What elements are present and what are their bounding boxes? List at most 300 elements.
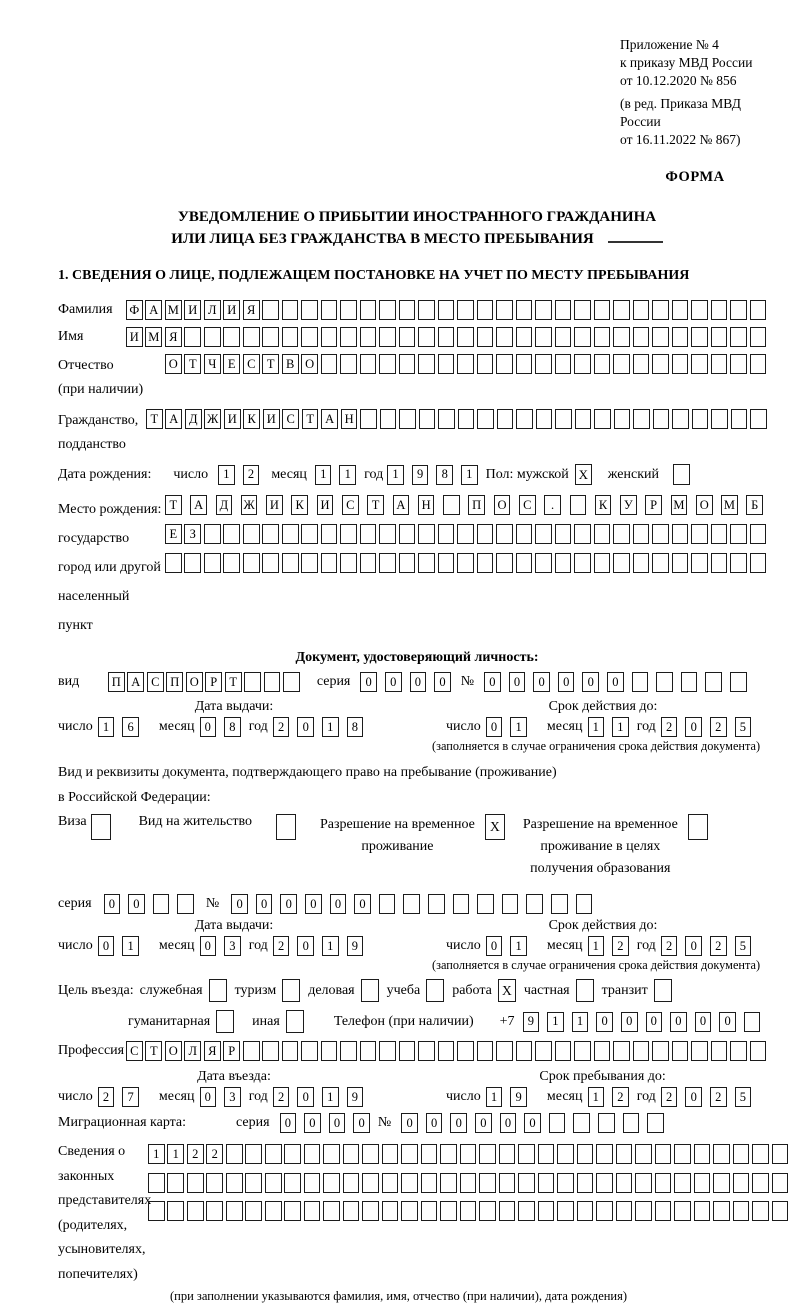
char-cell[interactable]: [713, 1201, 730, 1221]
char-cell[interactable]: 0: [297, 1087, 314, 1107]
char-cell[interactable]: И: [224, 409, 241, 429]
char-cell[interactable]: [574, 354, 591, 374]
char-cell[interactable]: [691, 1041, 708, 1061]
char-cell[interactable]: 7: [122, 1087, 139, 1107]
char-cell[interactable]: [226, 1173, 243, 1193]
char-cell[interactable]: Р: [223, 1041, 240, 1061]
char-cell[interactable]: [323, 1173, 340, 1193]
char-cell[interactable]: [535, 327, 552, 347]
char-cell[interactable]: [379, 354, 396, 374]
char-cell[interactable]: [343, 1173, 360, 1193]
char-cell[interactable]: [672, 300, 689, 320]
char-cell[interactable]: [204, 327, 221, 347]
char-cell[interactable]: [460, 1144, 477, 1164]
char-cell[interactable]: 0: [353, 1113, 370, 1133]
char-cell[interactable]: [633, 409, 650, 429]
char-cell[interactable]: 0: [486, 717, 503, 737]
char-cell[interactable]: [694, 1173, 711, 1193]
char-cell[interactable]: [243, 524, 260, 544]
char-cell[interactable]: [245, 1144, 262, 1164]
char-cell[interactable]: [674, 1201, 691, 1221]
char-cell[interactable]: [204, 553, 221, 573]
char-cell[interactable]: 2: [661, 1087, 678, 1107]
char-cell[interactable]: [656, 672, 673, 692]
sex-male-checkbox[interactable]: X: [575, 464, 592, 485]
char-cell[interactable]: О: [696, 495, 713, 515]
char-cell[interactable]: [691, 327, 708, 347]
char-cell[interactable]: [750, 1041, 767, 1061]
char-cell[interactable]: [262, 327, 279, 347]
char-cell[interactable]: [733, 1144, 750, 1164]
char-cell[interactable]: [752, 1144, 769, 1164]
char-cell[interactable]: [705, 672, 722, 692]
char-cell[interactable]: [245, 1173, 262, 1193]
char-cell[interactable]: [516, 327, 533, 347]
char-cell[interactable]: 0: [128, 894, 145, 914]
char-cell[interactable]: [457, 300, 474, 320]
char-cell[interactable]: 1: [588, 717, 605, 737]
char-cell[interactable]: [594, 1041, 611, 1061]
char-cell[interactable]: [243, 327, 260, 347]
char-cell[interactable]: [284, 1201, 301, 1221]
char-cell[interactable]: [555, 327, 572, 347]
char-cell[interactable]: [418, 327, 435, 347]
char-cell[interactable]: 0: [360, 672, 377, 692]
char-cell[interactable]: [223, 524, 240, 544]
char-cell[interactable]: 0: [98, 936, 115, 956]
char-cell[interactable]: [453, 894, 470, 914]
char-cell[interactable]: Д: [216, 495, 233, 515]
char-cell[interactable]: [438, 553, 455, 573]
char-cell[interactable]: 1: [322, 936, 339, 956]
char-cell[interactable]: [457, 327, 474, 347]
char-cell[interactable]: 2: [273, 936, 290, 956]
char-cell[interactable]: [730, 354, 747, 374]
char-cell[interactable]: [633, 1041, 650, 1061]
char-cell[interactable]: [596, 1201, 613, 1221]
char-cell[interactable]: 0: [607, 672, 624, 692]
char-cell[interactable]: 2: [273, 1087, 290, 1107]
char-cell[interactable]: [730, 672, 747, 692]
purpose-checkbox[interactable]: [282, 979, 300, 1002]
char-cell[interactable]: [499, 1144, 516, 1164]
char-cell[interactable]: 2: [710, 936, 727, 956]
char-cell[interactable]: [594, 300, 611, 320]
char-cell[interactable]: [438, 524, 455, 544]
char-cell[interactable]: [360, 300, 377, 320]
char-cell[interactable]: [613, 1041, 630, 1061]
char-cell[interactable]: [401, 1201, 418, 1221]
char-cell[interactable]: [244, 672, 261, 692]
char-cell[interactable]: Т: [145, 1041, 162, 1061]
char-cell[interactable]: [321, 553, 338, 573]
char-cell[interactable]: 8: [347, 717, 364, 737]
char-cell[interactable]: [457, 1041, 474, 1061]
char-cell[interactable]: [479, 1144, 496, 1164]
char-cell[interactable]: 0: [104, 894, 121, 914]
char-cell[interactable]: 0: [330, 894, 347, 914]
char-cell[interactable]: [681, 672, 698, 692]
char-cell[interactable]: П: [108, 672, 125, 692]
char-cell[interactable]: [457, 553, 474, 573]
char-cell[interactable]: 0: [621, 1012, 638, 1032]
char-cell[interactable]: Е: [165, 524, 182, 544]
char-cell[interactable]: [730, 1041, 747, 1061]
char-cell[interactable]: 1: [588, 936, 605, 956]
char-cell[interactable]: Л: [184, 1041, 201, 1061]
char-cell[interactable]: [496, 300, 513, 320]
char-cell[interactable]: 0: [558, 672, 575, 692]
char-cell[interactable]: [262, 300, 279, 320]
char-cell[interactable]: [632, 672, 649, 692]
char-cell[interactable]: [672, 354, 689, 374]
char-cell[interactable]: 2: [273, 717, 290, 737]
char-cell[interactable]: 8: [224, 717, 241, 737]
char-cell[interactable]: [535, 553, 552, 573]
char-cell[interactable]: [379, 1041, 396, 1061]
char-cell[interactable]: 1: [167, 1144, 184, 1164]
char-cell[interactable]: [674, 1144, 691, 1164]
char-cell[interactable]: [711, 524, 728, 544]
char-cell[interactable]: [382, 1144, 399, 1164]
char-cell[interactable]: С: [126, 1041, 143, 1061]
char-cell[interactable]: [713, 1173, 730, 1193]
char-cell[interactable]: [418, 1041, 435, 1061]
char-cell[interactable]: [730, 553, 747, 573]
char-cell[interactable]: И: [184, 300, 201, 320]
char-cell[interactable]: [574, 327, 591, 347]
char-cell[interactable]: [184, 327, 201, 347]
char-cell[interactable]: [379, 553, 396, 573]
purpose-checkbox[interactable]: X: [498, 979, 516, 1002]
char-cell[interactable]: [438, 327, 455, 347]
char-cell[interactable]: [613, 327, 630, 347]
char-cell[interactable]: [594, 327, 611, 347]
char-cell[interactable]: [282, 553, 299, 573]
char-cell[interactable]: [573, 1113, 590, 1133]
char-cell[interactable]: [633, 354, 650, 374]
char-cell[interactable]: [177, 894, 194, 914]
char-cell[interactable]: О: [186, 672, 203, 692]
char-cell[interactable]: 2: [661, 936, 678, 956]
char-cell[interactable]: [516, 1041, 533, 1061]
char-cell[interactable]: 1: [98, 717, 115, 737]
char-cell[interactable]: 0: [450, 1113, 467, 1133]
char-cell[interactable]: А: [190, 495, 207, 515]
char-cell[interactable]: 0: [305, 894, 322, 914]
char-cell[interactable]: [516, 354, 533, 374]
char-cell[interactable]: [496, 1041, 513, 1061]
char-cell[interactable]: 0: [434, 672, 451, 692]
char-cell[interactable]: 0: [304, 1113, 321, 1133]
char-cell[interactable]: 0: [297, 936, 314, 956]
char-cell[interactable]: [616, 1173, 633, 1193]
char-cell[interactable]: [731, 409, 748, 429]
purpose-checkbox[interactable]: [216, 1010, 234, 1033]
char-cell[interactable]: [694, 1144, 711, 1164]
char-cell[interactable]: [223, 327, 240, 347]
char-cell[interactable]: Т: [262, 354, 279, 374]
char-cell[interactable]: И: [223, 300, 240, 320]
char-cell[interactable]: 0: [582, 672, 599, 692]
char-cell[interactable]: [362, 1173, 379, 1193]
char-cell[interactable]: [538, 1144, 555, 1164]
char-cell[interactable]: [204, 524, 221, 544]
char-cell[interactable]: [340, 553, 357, 573]
char-cell[interactable]: [477, 354, 494, 374]
char-cell[interactable]: 0: [280, 894, 297, 914]
char-cell[interactable]: [733, 1173, 750, 1193]
char-cell[interactable]: [379, 327, 396, 347]
char-cell[interactable]: [730, 327, 747, 347]
char-cell[interactable]: Б: [746, 495, 763, 515]
char-cell[interactable]: [148, 1173, 165, 1193]
char-cell[interactable]: Л: [204, 300, 221, 320]
char-cell[interactable]: 0: [426, 1113, 443, 1133]
char-cell[interactable]: [399, 409, 416, 429]
char-cell[interactable]: [551, 894, 568, 914]
char-cell[interactable]: [304, 1144, 321, 1164]
char-cell[interactable]: [165, 553, 182, 573]
char-cell[interactable]: [674, 1173, 691, 1193]
char-cell[interactable]: [672, 1041, 689, 1061]
char-cell[interactable]: [555, 553, 572, 573]
char-cell[interactable]: 0: [500, 1113, 517, 1133]
char-cell[interactable]: [460, 1173, 477, 1193]
char-cell[interactable]: [401, 1173, 418, 1193]
char-cell[interactable]: [750, 409, 767, 429]
char-cell[interactable]: О: [301, 354, 318, 374]
char-cell[interactable]: М: [165, 300, 182, 320]
char-cell[interactable]: Т: [302, 409, 319, 429]
char-cell[interactable]: [577, 1173, 594, 1193]
char-cell[interactable]: 1: [486, 1087, 503, 1107]
char-cell[interactable]: 0: [685, 1087, 702, 1107]
sex-female-checkbox[interactable]: [673, 464, 690, 485]
char-cell[interactable]: О: [165, 354, 182, 374]
char-cell[interactable]: 0: [200, 936, 217, 956]
char-cell[interactable]: [304, 1201, 321, 1221]
char-cell[interactable]: [477, 409, 494, 429]
char-cell[interactable]: [167, 1201, 184, 1221]
char-cell[interactable]: [635, 1144, 652, 1164]
char-cell[interactable]: 1: [122, 936, 139, 956]
char-cell[interactable]: [744, 1012, 761, 1032]
char-cell[interactable]: [243, 553, 260, 573]
char-cell[interactable]: [616, 1201, 633, 1221]
char-cell[interactable]: [477, 300, 494, 320]
char-cell[interactable]: [438, 1041, 455, 1061]
char-cell[interactable]: [360, 327, 377, 347]
char-cell[interactable]: [750, 300, 767, 320]
char-cell[interactable]: [594, 524, 611, 544]
char-cell[interactable]: [711, 300, 728, 320]
char-cell[interactable]: 0: [685, 936, 702, 956]
char-cell[interactable]: 0: [486, 936, 503, 956]
char-cell[interactable]: [672, 327, 689, 347]
char-cell[interactable]: 2: [710, 717, 727, 737]
char-cell[interactable]: 0: [256, 894, 273, 914]
char-cell[interactable]: [614, 409, 631, 429]
char-cell[interactable]: [382, 1173, 399, 1193]
char-cell[interactable]: [223, 553, 240, 573]
char-cell[interactable]: 1: [322, 1087, 339, 1107]
char-cell[interactable]: [438, 300, 455, 320]
char-cell[interactable]: 9: [347, 1087, 364, 1107]
char-cell[interactable]: [691, 300, 708, 320]
char-cell[interactable]: [613, 354, 630, 374]
char-cell[interactable]: [535, 354, 552, 374]
char-cell[interactable]: [321, 300, 338, 320]
char-cell[interactable]: 2: [661, 717, 678, 737]
char-cell[interactable]: [555, 1041, 572, 1061]
char-cell[interactable]: [711, 553, 728, 573]
char-cell[interactable]: [379, 524, 396, 544]
char-cell[interactable]: [691, 524, 708, 544]
char-cell[interactable]: [574, 300, 591, 320]
char-cell[interactable]: [438, 354, 455, 374]
char-cell[interactable]: А: [393, 495, 410, 515]
char-cell[interactable]: [187, 1201, 204, 1221]
char-cell[interactable]: [226, 1201, 243, 1221]
char-cell[interactable]: [652, 300, 669, 320]
char-cell[interactable]: 1: [572, 1012, 589, 1032]
char-cell[interactable]: Д: [185, 409, 202, 429]
char-cell[interactable]: С: [519, 495, 536, 515]
char-cell[interactable]: Т: [184, 354, 201, 374]
char-cell[interactable]: [692, 409, 709, 429]
char-cell[interactable]: 1: [148, 1144, 165, 1164]
char-cell[interactable]: И: [263, 409, 280, 429]
char-cell[interactable]: [262, 524, 279, 544]
char-cell[interactable]: 1: [322, 717, 339, 737]
char-cell[interactable]: 0: [200, 1087, 217, 1107]
char-cell[interactable]: [538, 1173, 555, 1193]
char-cell[interactable]: [418, 553, 435, 573]
char-cell[interactable]: [536, 409, 553, 429]
char-cell[interactable]: Ж: [241, 495, 258, 515]
char-cell[interactable]: [652, 553, 669, 573]
char-cell[interactable]: [653, 409, 670, 429]
char-cell[interactable]: [243, 1041, 260, 1061]
char-cell[interactable]: [647, 1113, 664, 1133]
char-cell[interactable]: [555, 524, 572, 544]
char-cell[interactable]: 1: [588, 1087, 605, 1107]
char-cell[interactable]: [691, 553, 708, 573]
char-cell[interactable]: 0: [524, 1113, 541, 1133]
char-cell[interactable]: [596, 1173, 613, 1193]
char-cell[interactable]: А: [127, 672, 144, 692]
char-cell[interactable]: [574, 1041, 591, 1061]
char-cell[interactable]: [516, 553, 533, 573]
char-cell[interactable]: [421, 1144, 438, 1164]
char-cell[interactable]: [750, 327, 767, 347]
char-cell[interactable]: [691, 354, 708, 374]
char-cell[interactable]: 0: [231, 894, 248, 914]
char-cell[interactable]: [613, 524, 630, 544]
char-cell[interactable]: А: [321, 409, 338, 429]
char-cell[interactable]: [340, 524, 357, 544]
char-cell[interactable]: [264, 672, 281, 692]
char-cell[interactable]: 0: [200, 717, 217, 737]
char-cell[interactable]: [301, 524, 318, 544]
char-cell[interactable]: [594, 354, 611, 374]
char-cell[interactable]: [477, 1041, 494, 1061]
char-cell[interactable]: [340, 354, 357, 374]
char-cell[interactable]: [362, 1144, 379, 1164]
char-cell[interactable]: [694, 1201, 711, 1221]
char-cell[interactable]: [245, 1201, 262, 1221]
char-cell[interactable]: [419, 409, 436, 429]
char-cell[interactable]: [633, 553, 650, 573]
char-cell[interactable]: 1: [547, 1012, 564, 1032]
char-cell[interactable]: [457, 354, 474, 374]
char-cell[interactable]: Я: [165, 327, 182, 347]
char-cell[interactable]: 2: [243, 465, 260, 485]
char-cell[interactable]: [226, 1144, 243, 1164]
char-cell[interactable]: [655, 1201, 672, 1221]
char-cell[interactable]: 9: [347, 936, 364, 956]
char-cell[interactable]: [672, 409, 689, 429]
char-cell[interactable]: Я: [243, 300, 260, 320]
visa-checkbox[interactable]: [91, 814, 111, 840]
char-cell[interactable]: [283, 672, 300, 692]
char-cell[interactable]: [772, 1144, 789, 1164]
char-cell[interactable]: 1: [339, 465, 356, 485]
char-cell[interactable]: [555, 409, 572, 429]
char-cell[interactable]: [574, 524, 591, 544]
char-cell[interactable]: [752, 1173, 769, 1193]
char-cell[interactable]: [399, 354, 416, 374]
char-cell[interactable]: 0: [401, 1113, 418, 1133]
char-cell[interactable]: [577, 1201, 594, 1221]
char-cell[interactable]: [265, 1173, 282, 1193]
char-cell[interactable]: 2: [710, 1087, 727, 1107]
char-cell[interactable]: М: [671, 495, 688, 515]
char-cell[interactable]: [362, 1201, 379, 1221]
char-cell[interactable]: 0: [533, 672, 550, 692]
char-cell[interactable]: [633, 327, 650, 347]
char-cell[interactable]: [750, 354, 767, 374]
char-cell[interactable]: 1: [612, 717, 629, 737]
char-cell[interactable]: 0: [410, 672, 427, 692]
char-cell[interactable]: [557, 1173, 574, 1193]
char-cell[interactable]: [557, 1144, 574, 1164]
char-cell[interactable]: 0: [670, 1012, 687, 1032]
char-cell[interactable]: [538, 1201, 555, 1221]
char-cell[interactable]: 6: [122, 717, 139, 737]
char-cell[interactable]: [399, 327, 416, 347]
char-cell[interactable]: [555, 300, 572, 320]
char-cell[interactable]: [499, 1201, 516, 1221]
char-cell[interactable]: [655, 1173, 672, 1193]
char-cell[interactable]: [633, 524, 650, 544]
char-cell[interactable]: [440, 1201, 457, 1221]
char-cell[interactable]: [265, 1201, 282, 1221]
char-cell[interactable]: 1: [510, 936, 527, 956]
char-cell[interactable]: Т: [367, 495, 384, 515]
char-cell[interactable]: 0: [385, 672, 402, 692]
char-cell[interactable]: [499, 1173, 516, 1193]
char-cell[interactable]: [477, 524, 494, 544]
char-cell[interactable]: [301, 1041, 318, 1061]
temp-permit-checkbox[interactable]: X: [485, 814, 505, 840]
purpose-checkbox[interactable]: [286, 1010, 304, 1033]
char-cell[interactable]: А: [165, 409, 182, 429]
char-cell[interactable]: 1: [315, 465, 332, 485]
edu-permit-checkbox[interactable]: [688, 814, 708, 840]
char-cell[interactable]: [399, 1041, 416, 1061]
